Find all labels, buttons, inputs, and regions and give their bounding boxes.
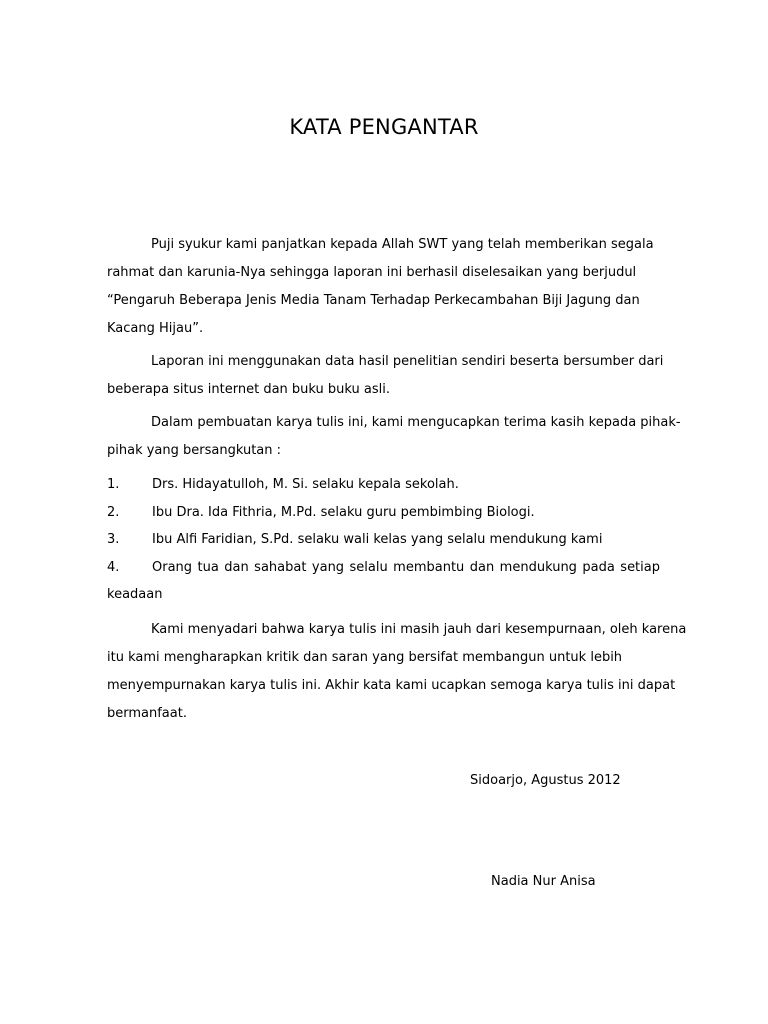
paragraph-line: Laporan ini menggunakan data hasil penelitian sendiri beserta bersumber dari [151, 354, 664, 369]
list-number: 2. [107, 505, 120, 520]
list-text: Ibu Dra. Ida Fithria, M.Pd. selaku guru pembimbing Biologi. [152, 505, 535, 520]
paragraph-line: rahmat dan karunia-Nya sehingga laporan ini berhasil diselesaikan yang berjudul [107, 265, 637, 280]
list-number: 4. [107, 560, 120, 575]
paragraph-line: Kami menyadari bahwa karya tulis ini masih jauh dari kesempurnaan, oleh karena [151, 622, 687, 637]
paragraph-line: Dalam pembuatan karya tulis ini, kami mengucapkan terima kasih kepada pihak- [151, 415, 681, 430]
list-item [107, 477, 459, 492]
paragraph-line: Puji syukur kami panjatkan kepada Allah SWT yang telah memberikan segala [151, 237, 654, 252]
list-continuation: keadaan [107, 587, 163, 602]
paragraph-line: itu kami mengharapkan kritik dan saran yang bersifat membangun untuk lebih [107, 650, 623, 665]
list-number: 3. [107, 532, 120, 547]
paragraph-line: bermanfaat. [107, 706, 187, 721]
list-item [107, 532, 602, 547]
list-text: Drs. Hidayatulloh, M. Si. selaku kepala sekolah. [152, 477, 459, 492]
page-title: KATA PENGANTAR [289, 115, 479, 139]
paragraph-line: beberapa situs internet dan buku buku asli. [107, 382, 390, 397]
paragraph-line: Kacang Hijau”. [107, 321, 204, 336]
paragraph-line: menyempurnakan karya tulis ini. Akhir kata kami ucapkan semoga karya tulis ini dapat [107, 678, 676, 693]
paragraph-line: pihak yang bersangkutan : [107, 443, 282, 458]
list-item [107, 505, 535, 520]
place-date: Sidoarjo, Agustus 2012 [470, 773, 621, 788]
list-text: Ibu Alfi Faridian, S.Pd. selaku wali kelas yang selalu mendukung kami [152, 532, 603, 547]
list-text: Orang tua dan sahabat yang selalu membantu dan mendukung pada setiap [152, 560, 660, 575]
paragraph-line: “Pengaruh Beberapa Jenis Media Tanam Terhadap Perkecambahan Biji Jagung dan [107, 293, 640, 308]
author-name: Nadia Nur Anisa [491, 874, 596, 889]
list-number: 1. [107, 477, 120, 492]
list-item [107, 560, 660, 575]
